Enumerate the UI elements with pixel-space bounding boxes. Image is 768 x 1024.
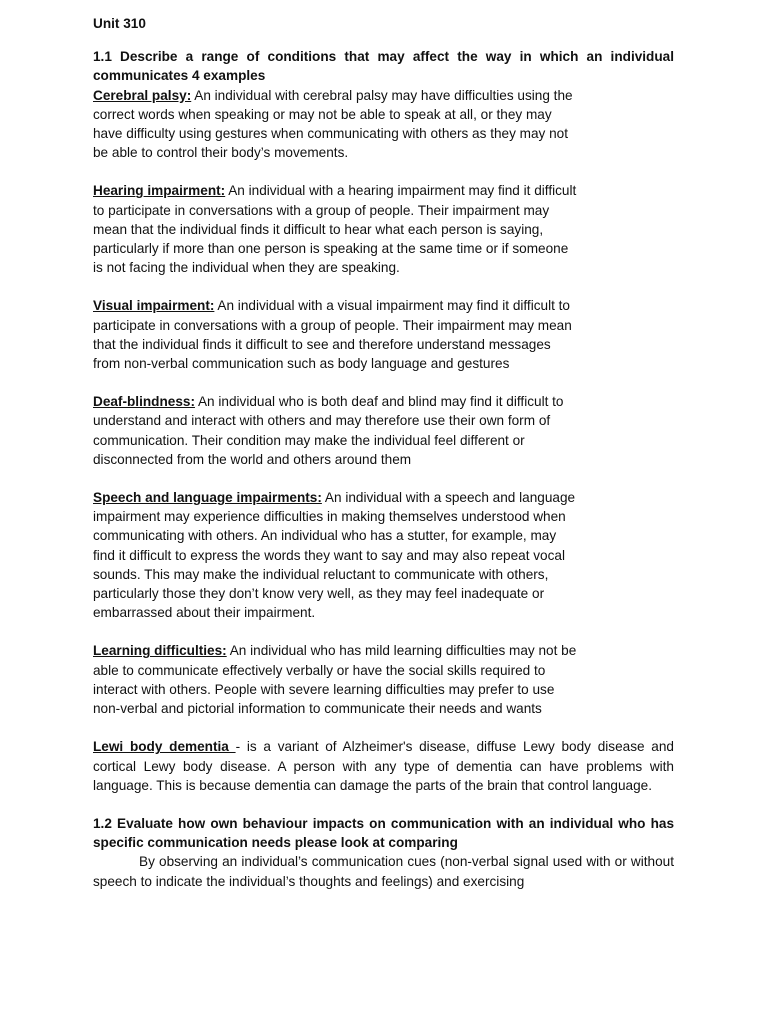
body-line: interact with others. People with severe learning difficulties may prefer to use [93,681,555,697]
term-deaf-blindness: Deaf-blindness: [93,394,195,410]
term-speech-language: Speech and language impairments: [93,490,322,506]
term-hearing-impairment: Hearing impairment: [93,183,226,199]
body-line: impairment may experience difficulties in making themselves understood when [93,509,566,525]
body-line: correct words when speaking or may not be able to speak at all, or they may [93,106,552,122]
body-line: An individual with cerebral palsy may have difficulties using the [191,87,573,103]
body-line: understand and interact with others and may therefore use their own form of [93,413,551,429]
section-lewi-body-dementia [93,737,674,795]
question-1-2-answer: By observing an individual’s communication cues (non-verbal signal used with or without speech to indicate the individual’s thoughts and feelings) and exercising [93,854,674,889]
body-line: An individual with a hearing impairment may find it difficult [225,183,577,199]
section-hearing-impairment [93,181,674,277]
body-line: mean that the individual finds it difficult to hear what each person is saying, [93,221,544,237]
term-cerebral-palsy: Cerebral palsy: [93,87,192,103]
body-line: communicating with others. An individual who has a stutter, for example, may [93,528,557,544]
body-line: that the individual finds it difficult to see and therefore understand messages [93,336,551,352]
body-line: have difficulty using gestures when communicating with others as they may not [93,126,569,142]
body-line: disconnected from the world and others around them [93,451,412,467]
term-learning-difficulties: Learning difficulties: [93,643,227,659]
body-line: embarrassed about their impairment. [93,605,316,621]
body-line: from non-verbal communication such as body language and gestures [93,356,510,372]
body-line: particularly if more than one person is speaking at the same time or if someone [93,241,569,257]
body-line: An individual who has mild learning difficulties may not be [226,643,577,659]
body-line: An individual with a speech and language [321,490,576,506]
question-1-1-heading: 1.1 Describe a range of conditions that may affect the way in which an individual communicates 4 examples [93,49,674,84]
section-visual-impairment [93,296,674,373]
body-line: sounds. This may make the individual reluctant to communicate with others, [93,566,549,582]
body-line: be able to control their body’s movements. [93,145,349,161]
body-line: An individual with a visual impairment may find it difficult to [214,298,570,314]
question-1-2-heading: 1.2 Evaluate how own behaviour impacts on communication with an individual who has specific communication needs please look at comparing [93,815,674,851]
body-line: An individual who is both deaf and blind may find it difficult to [194,394,564,410]
section-learning-difficulties [93,641,674,718]
body-line: to participate in conversations with a group of people. Their impairment may [93,202,550,218]
body-line: is not facing the individual when they are speaking. [93,260,400,276]
body-line: particularly those they don’t know very well, as they may feel inadequate or [93,586,545,602]
body-line: non-verbal and pictorial information to communicate their needs and wants [93,701,542,717]
term-lewi-body-dementia: Lewi body dementia [93,739,236,755]
body-line: find it difficult to express the words they want to say and may also repeat vocal [93,547,565,563]
body-line: able to communicate effectively verbally or have the social skills required to [93,662,546,678]
section-deaf-blindness [93,392,674,469]
body-line: participate in conversations with a group of people. Their impairment may mean [93,317,572,333]
unit-title: Unit 310 [93,16,146,31]
body-text: - is a variant of Alzheimer's disease, diffuse Lewy body disease and cortical Lewy body disease. A person with any type of dementia can have problems with language. This is because dementia can damage the parts of the brain that control language. [93,739,674,793]
term-visual-impairment: Visual impairment: [93,298,215,314]
section-speech-language [93,488,674,622]
section-cerebral-palsy [93,86,674,163]
document-body [93,14,674,891]
body-line: communication. Their condition may make the individual feel different or [93,432,525,448]
